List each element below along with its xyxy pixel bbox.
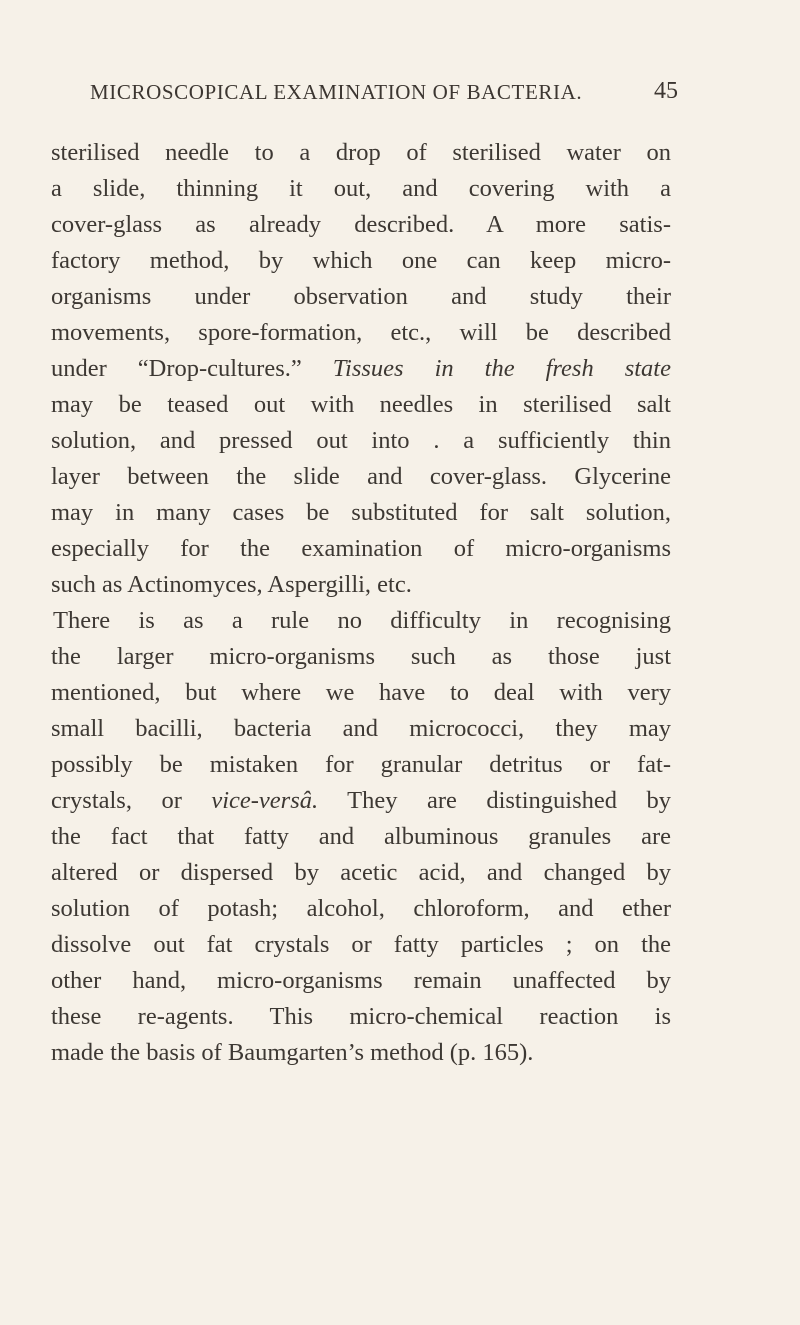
text-line: such as Actinomyces, Aspergilli, etc.: [51, 571, 412, 598]
text-line: made the basis of Baumgarten’s method (p. 165).: [51, 1039, 534, 1066]
text-line: the fact that fatty and albuminous granules are: [51, 823, 671, 850]
text-line: dissolve out fat crystals or fatty particles ; on the: [51, 931, 671, 958]
text-line: movements, spore-formation, etc., will be described: [51, 319, 671, 346]
text-line: altered or dispersed by acetic acid, and changed by: [51, 859, 671, 886]
text-line: may in many cases be substituted for salt solution,: [51, 499, 671, 526]
text-line: crystals, or vice-versâ. They are distinguished by: [51, 787, 671, 814]
running-head: MICROSCOPICAL EXAMINATION OF BACTERIA.: [90, 80, 583, 104]
page-number: 45: [654, 78, 678, 104]
text-line: possibly be mistaken for granular detritus or fat-: [51, 751, 671, 778]
text-line: layer between the slide and cover-glass. Glycerine: [51, 463, 671, 490]
text-line: under “Drop-cultures.” Tissues in the fresh state: [51, 355, 671, 382]
italic-text: Tissues in the fresh state: [332, 355, 671, 382]
text-line: mentioned, but where we have to deal with very: [51, 679, 671, 706]
text-line: solution, and pressed out into . a sufficiently thin: [51, 427, 671, 454]
text-line: the larger micro-organisms such as those just: [51, 643, 671, 670]
text-line: sterilised needle to a drop of sterilised water on: [51, 139, 671, 166]
body-text: [51, 135, 671, 1071]
text-line: cover-glass as already described. A more satis-: [51, 211, 671, 238]
text-line: organisms under observation and study their: [51, 283, 671, 310]
page-header: [90, 80, 710, 110]
text-line: solution of potash; alcohol, chloroform, and ether: [51, 895, 671, 922]
text-line: small bacilli, bacteria and micrococci, they may: [51, 715, 671, 742]
text-line: factory method, by which one can keep micro-: [51, 247, 671, 274]
text-line: especially for the examination of micro-organisms: [51, 535, 671, 562]
text-line: other hand, micro-organisms remain unaffected by: [51, 967, 671, 994]
text-line: There is as a rule no difficulty in recognising: [53, 607, 671, 634]
text-line: a slide, thinning it out, and covering with a: [51, 175, 671, 202]
italic-text: vice-versâ.: [211, 787, 319, 814]
text-line: may be teased out with needles in sterilised salt: [51, 391, 671, 418]
text-line: these re-agents. This micro-chemical reaction is: [51, 1003, 671, 1030]
